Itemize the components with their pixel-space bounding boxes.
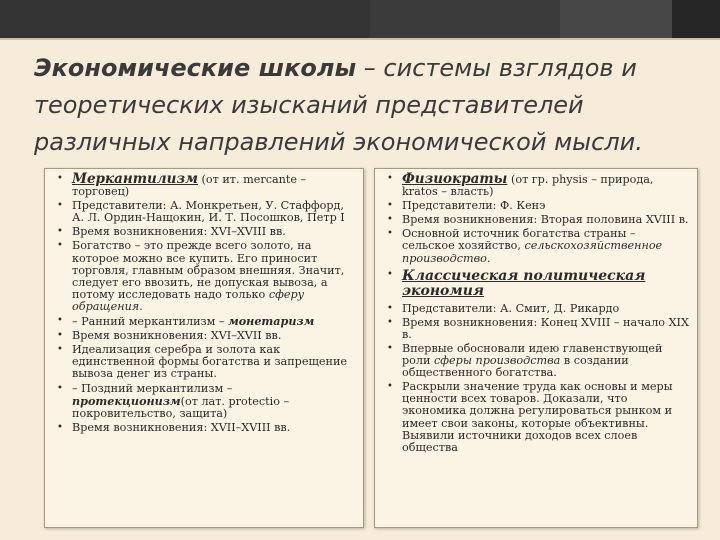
- item-emphasis: сельскохозяйственное производство: [402, 239, 663, 265]
- list-item: • Раскрыли значение труда как основы и меры ценности всех товаров. Доказали, что экономика должна регулироваться рынком и имеет свои законы, которые объективны. Выявили источники доходов всех слоев общества: [385, 381, 691, 454]
- list-item: [55, 315, 357, 328]
- item-emphasis: сферу обращения: [72, 287, 305, 313]
- item-text: Основной источник богатства страны – сельское хозяйство,: [402, 227, 636, 253]
- protectionism-term: протекционизм: [72, 393, 181, 408]
- title-rest: – системы взглядов и теоретических изысканий представителей различных направлений экономической мысли.: [34, 54, 643, 156]
- physiocrats-classics-panel: [374, 168, 698, 528]
- mercantilism-list: [45, 169, 363, 434]
- title-bold: Экономические школы: [34, 54, 357, 82]
- divider: [0, 38, 720, 40]
- top-bar-segment: [672, 0, 720, 38]
- item-text: .: [486, 251, 491, 265]
- list-item: • Время возникновения: XVII–XVIII вв.: [55, 422, 357, 434]
- term-origin: (от ит. mercante – торговец): [72, 173, 307, 199]
- top-bar-segment: [0, 0, 370, 38]
- list-item: • Представители: Ф. Кенэ: [385, 200, 691, 212]
- top-bar-segment: [370, 0, 560, 38]
- top-decor-bar: [0, 0, 720, 38]
- list-item: • Представители: А. Смит, Д. Рикардо: [385, 303, 691, 315]
- list-item: [55, 173, 357, 198]
- list-item: • Время возникновения: XVI–XVII вв.: [55, 330, 357, 342]
- list-item: • Время возникновения: XVI–XVIII вв.: [55, 226, 357, 238]
- classical-economy-term: Классическая политическая экономия: [402, 267, 646, 299]
- list-item: [55, 240, 357, 313]
- item-emphasis: сферы производства: [434, 354, 561, 368]
- top-bar-segment: [560, 0, 672, 38]
- physiocrats-term: Физиократы: [402, 171, 508, 187]
- slide-title: [34, 50, 704, 161]
- list-item: • Идеализация серебра и золота как единственной формы богатства и запрещение вывоза денег из страны.: [55, 344, 357, 380]
- item-text: Впервые обосновали идею главенствующей роли: [402, 341, 663, 368]
- list-item: [385, 343, 691, 379]
- item-text: (от лат. protectio – покровительство, защита): [72, 394, 290, 420]
- list-item: [385, 228, 691, 264]
- list-item: • Представители: А. Монкретьен, У. Стаффорд, А. Л. Ордин-Нащокин, И. Т. Посошков, Петр I: [55, 200, 357, 224]
- list-item: [385, 173, 691, 198]
- item-text: – Поздний меркантилизм –: [72, 381, 233, 395]
- mercantilism-panel: [44, 168, 364, 528]
- list-item: [55, 383, 357, 420]
- term-origin: (от гр. physis – природа, kratos – власть): [402, 173, 654, 199]
- item-text: Богатство – это прежде всего золото, на которое можно все купить. Его приносит торговля, главным образом внешняя. Значит, следует его ввозить, не допуская вывоза, а потому исследовать надо только: [72, 239, 345, 301]
- item-text: – Ранний меркантилизм –: [72, 315, 229, 329]
- list-item: [385, 269, 691, 299]
- monetarism-term: монетаризм: [228, 314, 315, 329]
- item-text: в создании общественного богатства.: [402, 354, 629, 380]
- item-text: .: [139, 299, 143, 313]
- mercantilism-term: Меркантилизм: [72, 171, 198, 187]
- list-item: • Время возникновения: Вторая половина XVIII в.: [385, 214, 691, 226]
- physiocrats-list: [375, 169, 697, 454]
- list-item: • Время возникновения: Конец XVIII – начало XIX в.: [385, 317, 691, 341]
